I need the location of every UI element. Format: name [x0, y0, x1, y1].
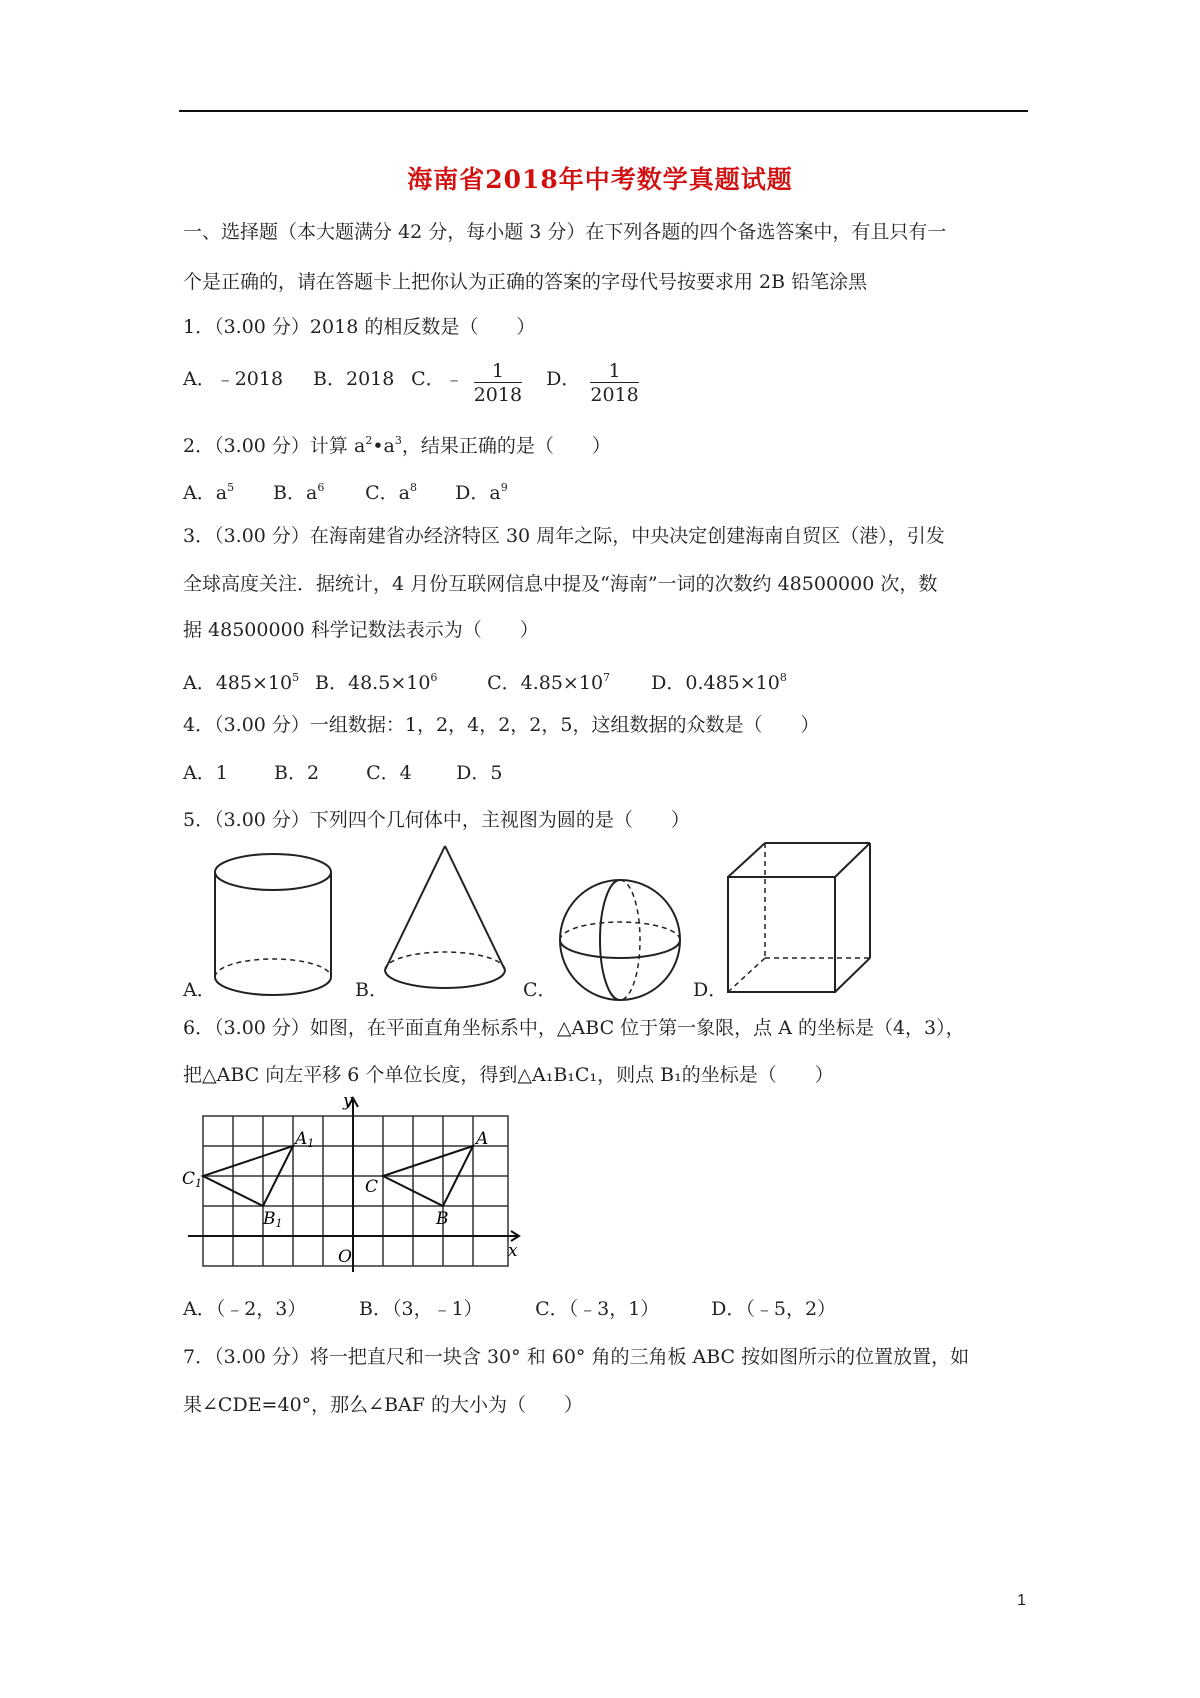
point-b1-letter: B — [263, 1209, 276, 1229]
q2-d-exp: 9 — [500, 481, 508, 494]
x-axis-label: x — [508, 1241, 518, 1261]
page-number: 1 — [1017, 1592, 1026, 1609]
q3-c-exp: 7 — [603, 671, 611, 684]
header-rule — [179, 110, 1028, 112]
q3-a-exp: 5 — [292, 671, 300, 684]
q5-label-a: A． — [183, 979, 216, 1001]
q2-exp1: 2 — [365, 434, 373, 447]
q3-line3: 据 48500000 科学记数法表示为（ ） — [183, 619, 539, 641]
section-intro-line2: 个是正确的，请在答题卡上把你认为正确的答案的字母代号按要求用 2B 铅笔涂黑 — [183, 271, 868, 293]
q3-option-d — [651, 666, 787, 695]
q6-option-c: C．（﹣3，1） — [535, 1298, 660, 1320]
q3-option-b — [315, 666, 481, 695]
point-a1-subscript: 1 — [307, 1137, 315, 1150]
q4-option-a: A．1 — [183, 762, 228, 784]
q1-option-d-prefix: D． — [546, 367, 581, 390]
y-axis-label: y — [343, 1092, 353, 1111]
q2-stem — [183, 429, 611, 458]
q2-a-exp: 5 — [227, 481, 235, 494]
exam-title: 海南省2018年中考数学真题试题 — [407, 165, 793, 194]
q1-option-d — [546, 356, 643, 406]
q2-stem-part1: 2．（3.00 分）计算 a — [183, 435, 366, 457]
q2-option-d — [455, 476, 508, 505]
q6-option-b: B．（3，﹣1） — [359, 1298, 483, 1320]
cube-figure — [725, 840, 875, 1000]
q1-option-c-prefix: C．﹣ — [411, 367, 464, 390]
q4-option-b: B．2 — [274, 762, 320, 784]
q3-line2: 全球高度关注．据统计，4 月份互联网信息中提及“海南”一词的次数约 48500000 次，数 — [183, 573, 938, 595]
q2-stem-part2: ，结果正确的是（ ） — [401, 435, 611, 457]
q6-option-a: A．（﹣2，3） — [183, 1298, 307, 1320]
q3-option-c — [487, 666, 645, 695]
q4-stem: 4．（3.00 分）一组数据：1，2，4，2，2，5，这组数据的众数是（ ） — [183, 714, 820, 736]
q2-option-c — [365, 476, 449, 505]
axes — [188, 1098, 519, 1272]
q1-c-numerator: 1 — [474, 360, 522, 383]
coordinate-grid-figure — [178, 1092, 528, 1272]
q7-line1: 7．（3.00 分）将一把直尺和一块含 30° 和 60° 角的三角板 ABC 按如图所示的位置放置，如 — [183, 1346, 970, 1368]
point-c1-letter: C — [182, 1169, 196, 1189]
q3-d-base: D．0.485×10 — [651, 672, 780, 694]
q2-c-exp: 8 — [409, 481, 417, 494]
q1-d-denominator: 2018 — [590, 384, 639, 406]
q3-c-base: C．4.85×10 — [487, 672, 604, 694]
q1-stem: 1．（3.00 分）2018 的相反数是（ ） — [183, 316, 536, 338]
point-a1-label — [293, 1129, 314, 1150]
point-c-label: C — [365, 1177, 379, 1197]
q2-option-b — [273, 476, 359, 505]
q3-option-a — [183, 666, 309, 695]
q2-b-exp: 6 — [317, 481, 325, 494]
q1-option-a: A．﹣2018 — [183, 367, 284, 390]
q4-option-c: C．4 — [366, 762, 412, 784]
q2-options — [183, 476, 508, 505]
q4-option-d: D．5 — [456, 762, 503, 784]
q1-option-b: B．2018 — [313, 367, 395, 390]
q5-label-d: D． — [693, 979, 728, 1001]
sphere-figure — [555, 875, 685, 1005]
q6-options — [183, 1297, 836, 1321]
point-b-label: B — [436, 1209, 449, 1229]
q2-d-label: D．a — [455, 482, 501, 504]
q2-c-label: C．a — [365, 482, 410, 504]
origin-label: O — [338, 1247, 352, 1267]
q5-label-b: B． — [355, 979, 388, 1001]
point-b1-label — [262, 1209, 283, 1230]
q2-option-a — [183, 476, 267, 505]
q6-line2: 把△ABC 向左平移 6 个单位长度，得到△A₁B₁C₁，则点 B₁的坐标是（ ） — [183, 1064, 834, 1086]
cone-figure — [380, 840, 510, 1000]
point-b1-subscript: 1 — [275, 1217, 283, 1230]
q3-b-exp: 6 — [430, 671, 438, 684]
point-a1-letter: A — [295, 1129, 308, 1149]
q1-options — [183, 356, 643, 406]
q7-line2: 果∠CDE=40°，那么∠BAF 的大小为（ ） — [183, 1394, 583, 1416]
q3-line1: 3．（3.00 分）在海南建省办经济特区 30 周年之际，中央决定创建海南自贸区（港），引发 — [183, 525, 945, 547]
q1-d-numerator: 1 — [590, 360, 638, 383]
q3-options — [183, 666, 787, 695]
q1-option-c-fraction — [474, 360, 522, 407]
q5-label-c: C． — [523, 979, 557, 1001]
q4-options — [183, 761, 502, 785]
section-intro-line1: 一、选择题（本大题满分 42 分，每小题 3 分）在下列各题的四个备选答案中，有且只有一 — [183, 221, 947, 243]
grid-lines — [203, 1116, 508, 1266]
point-a-label: A — [476, 1129, 489, 1149]
q1-option-d-fraction — [590, 360, 638, 407]
q6-option-d: D．（﹣5，2） — [711, 1298, 837, 1320]
q3-b-base: B．48.5×10 — [315, 672, 431, 694]
q1-option-c — [411, 356, 526, 406]
q2-a-label: A．a — [183, 482, 228, 504]
q1-c-denominator: 2018 — [473, 384, 523, 406]
point-c1-label — [182, 1169, 202, 1190]
q2-b-label: B．a — [273, 482, 318, 504]
q3-d-exp: 8 — [779, 671, 787, 684]
q6-line1: 6．（3.00 分）如图，在平面直角坐标系中，△ABC 位于第一象限，点 A 的坐标是（4，3）， — [183, 1017, 965, 1039]
point-c1-subscript: 1 — [195, 1177, 203, 1190]
q3-a-base: A．485×10 — [183, 672, 293, 694]
q5-stem: 5．（3.00 分）下列四个几何体中，主视图为圆的是（ ） — [183, 809, 690, 831]
q2-exp2: 3 — [394, 434, 402, 447]
q2-dot: •a — [372, 435, 395, 457]
cylinder-figure — [208, 850, 338, 1000]
